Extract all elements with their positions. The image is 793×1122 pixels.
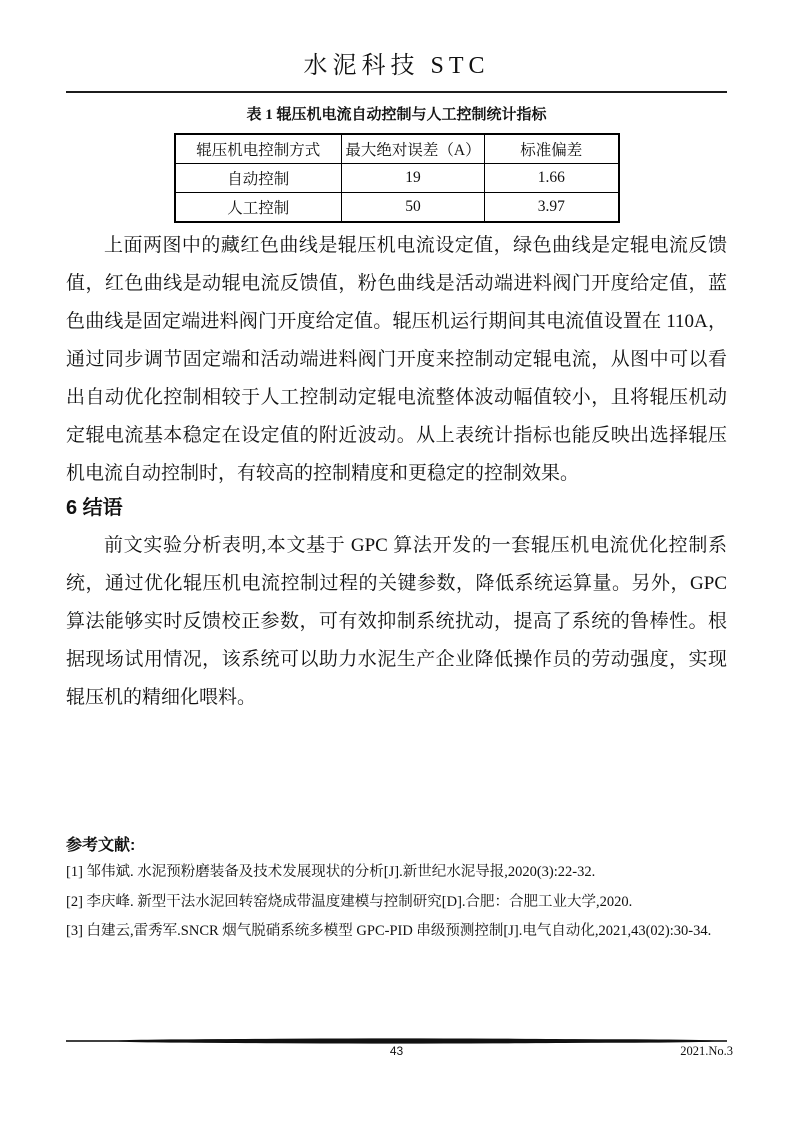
footer-rule <box>66 1033 727 1043</box>
table-cell: 1.66 <box>485 164 619 193</box>
table-header-max-abs-error: 最大绝对误差（A） <box>342 134 485 164</box>
table-cell: 人工控制 <box>175 193 342 223</box>
table-cell: 19 <box>342 164 485 193</box>
table-row <box>175 193 619 223</box>
paragraph-conclusion: 前文实验分析表明,本文基于 GPC 算法开发的一套辊压机电流优化控制系统，通过优化辊压机电流控制过程的关键参数，降低系统运算量。另外，GPC 算法能够实时反馈校正参数，可有效抑制系统扰动，提高了系统的鲁棒性。根据现场试用情况，该系统可以助力水泥生产企业降低操作员的劳动强度，实现辊压机的精细化喂料。 <box>66 535 727 708</box>
stats-table <box>174 133 620 223</box>
table-cell: 3.97 <box>485 193 619 223</box>
reference-item-2: [2] 李庆峰. 新型干法水泥回转窑烧成带温度建模与控制研究[D].合肥：合肥工业大学,2020. <box>66 893 633 910</box>
table-cell: 50 <box>342 193 485 223</box>
table-cell: 自动控制 <box>175 164 342 193</box>
table-header-std-dev: 标准偏差 <box>485 134 619 164</box>
header-rule <box>66 91 727 93</box>
journal-title: 水泥科技 STC <box>303 53 490 79</box>
references-section <box>66 833 766 947</box>
paragraph-analysis: 上面两图中的藏红色曲线是辊压机电流设定值，绿色曲线是定辊电流反馈值，红色曲线是动辊电流反馈值，粉色曲线是活动端进料阀门开度给定值，蓝色曲线是固定端进料阀门开度给定值。辊压机运行期间其电流值设置在 110A，通过同步调节固定端和活动端进料阀门开度来控制动定辊电流，从图中可以看出自动优化控制相较于人工控制动定辊电流整体波动幅值较小，且将辊压机动定辊电流基本稳定在设定值的附近波动。从上表统计指标也能反映出选择辊压机电流自动控制时，有较高的控制精度和更稳定的控制效果。 <box>66 235 727 484</box>
references-heading: 参考文献: <box>66 837 136 854</box>
reference-item-1: [1] 邹伟斌. 水泥预粉磨装备及技术发展现状的分析[J].新世纪水泥导报,2020(3):22-32. <box>66 864 596 880</box>
issue-label: 2021.No.3 <box>680 1044 733 1058</box>
reference-item-3: [3] 白建云,雷秀军.SNCR 烟气脱硝系统多模型 GPC-PID 串级预测控制[J].电气自动化,2021,43(02):30-34. <box>66 923 712 939</box>
table-row <box>175 164 619 193</box>
table-caption: 表 1 辊压机电流自动控制与人工控制统计指标 <box>246 107 547 123</box>
table-header-row <box>175 134 619 164</box>
section-heading-conclusion: 6 结语 <box>66 497 123 519</box>
page-number: 43 <box>389 1044 404 1058</box>
table-header-control-mode: 辊压机电控制方式 <box>175 134 342 164</box>
